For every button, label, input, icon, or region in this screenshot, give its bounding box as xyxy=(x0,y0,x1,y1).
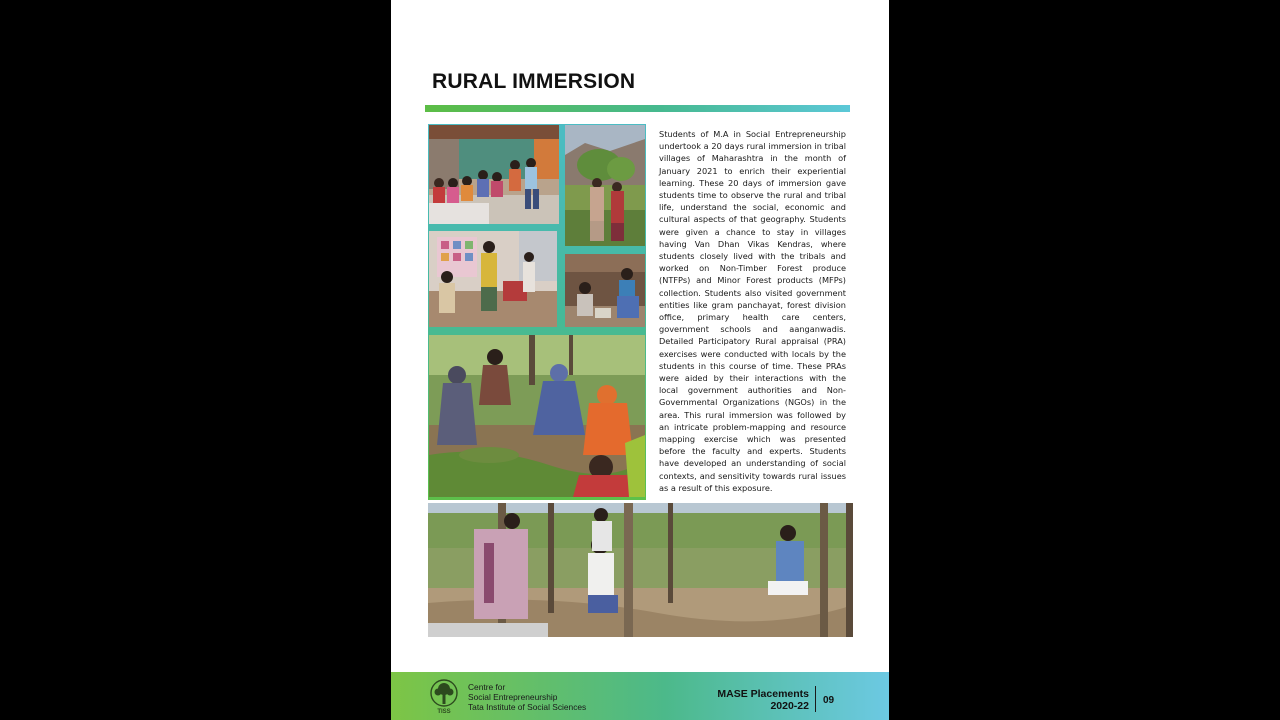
photo-indoor-interview xyxy=(429,231,557,327)
org-line-1: Centre for xyxy=(468,682,506,692)
footer-divider xyxy=(815,686,816,712)
photo-meeting-under-tree xyxy=(428,503,853,637)
org-line-2: Social Entrepreneurship xyxy=(468,692,558,702)
organization-name xyxy=(468,682,586,712)
placements-title: MASE Placements xyxy=(717,688,809,700)
document-page xyxy=(391,0,889,720)
placements-label xyxy=(717,688,809,712)
photo-village-meeting xyxy=(429,125,559,224)
page-number: 09 xyxy=(823,695,835,706)
photo-women-in-field xyxy=(429,335,645,497)
tiss-tree-logo-icon xyxy=(427,678,461,714)
photo-woman-carrying-fodder xyxy=(565,125,645,246)
placements-year: 2020-22 xyxy=(770,700,809,712)
org-line-3: Tata Institute of Social Sciences xyxy=(468,702,587,712)
logo-text: TISS xyxy=(437,709,451,714)
body-paragraph: Students of M.A in Social Entrepreneurship undertook a 20 days rural immersion in tribal villages of Maharashtra in the month of January 2021 to enrich their experiential learning. These 20 days of immersion gave students time to observe the rural and tribal life, understand the social, economic and cultural aspects of that geography. Students were given a chance to stay in villages having Van Dhan Vikas Kendras, where students closely lived with the tribals and worked on Non-Timber Forest produce (NTFPs) and Minor Forest products (MFPs) collection. Students also visited government entities like gram panchayat, forest division office, primary health care centers, government schools and aanganwadis. Detailed Participatory Rural appraisal (PRA) exercises were conducted with locals by the students in this course of time. These PRAs were aided by their interactions with the local government authorities and Non-Governmental Organizations (NGOs) in the area. This rural immersion was followed by an intricate problem-mapping and resource mapping exercise which was presented before the faculty and experts. Students have developed an understanding of social contexts, and sensitivity towards rural issues as a result of this exposure. xyxy=(659,129,846,493)
page-footer xyxy=(391,672,889,720)
page-title: RURAL IMMERSION xyxy=(432,70,636,93)
title-underline xyxy=(425,105,850,112)
photo-women-in-hut xyxy=(565,254,645,327)
